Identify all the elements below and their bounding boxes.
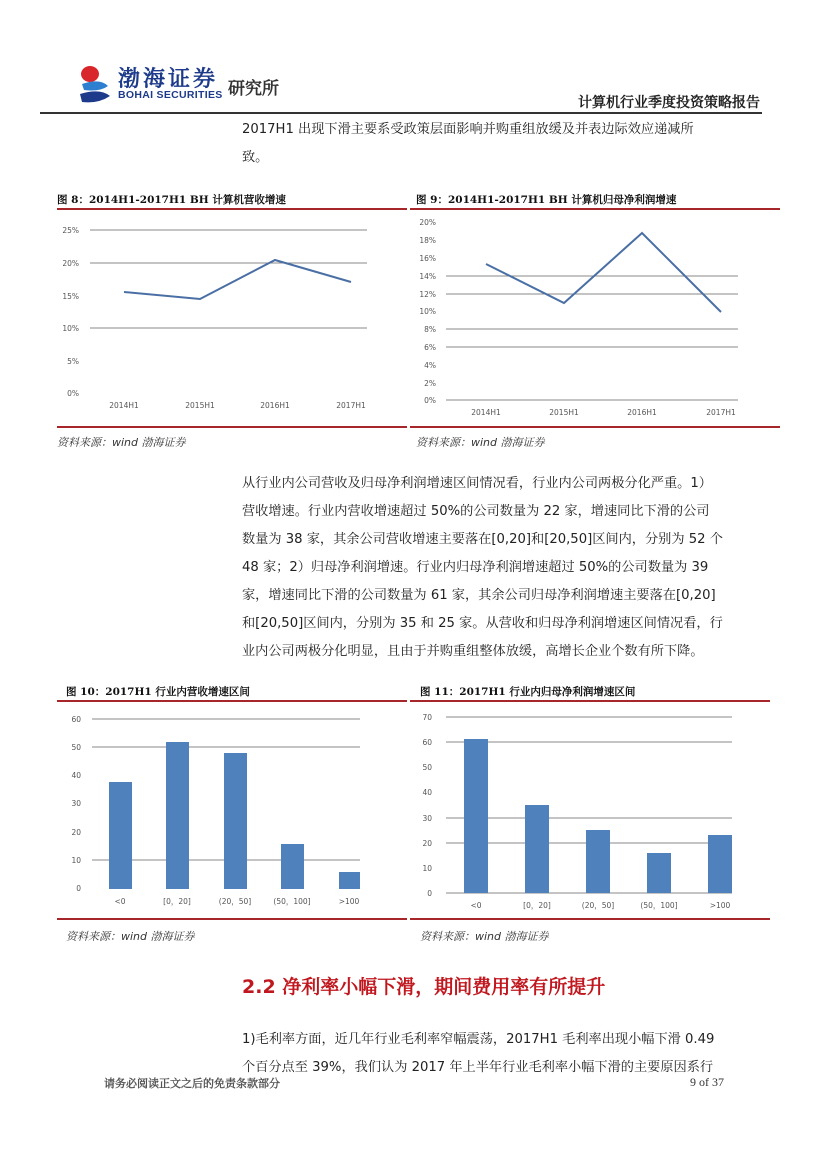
svg-text:60: 60 (422, 738, 432, 747)
svg-text:<0: <0 (114, 897, 126, 906)
svg-text:10%: 10% (62, 324, 79, 333)
figure-8-line-chart (57, 215, 407, 415)
svg-text:2014H1: 2014H1 (471, 408, 501, 417)
body-paragraph (242, 470, 754, 666)
svg-text:(50，100]: (50，100] (273, 897, 311, 906)
x-axis-labels (114, 897, 359, 907)
figure-11-top-rule (410, 700, 770, 702)
svg-text:2015H1: 2015H1 (549, 408, 579, 417)
body-line: 业内公司两极分化明显，且由于并购重组整体放缓，高增长企业个数有所下降。 (242, 644, 704, 659)
svg-text:>100: >100 (338, 897, 360, 906)
svg-text:(20，50]: (20，50] (581, 901, 615, 910)
svg-text:16%: 16% (419, 254, 436, 263)
svg-text:40: 40 (422, 788, 432, 797)
logo-english-name: BOHAI SECURITIES (118, 89, 223, 101)
x-axis-labels (470, 901, 730, 911)
y-axis-labels (62, 226, 79, 398)
x-axis-labels (109, 401, 366, 410)
figure-11-source: 资料来源：wind 渤海证券 (420, 930, 549, 943)
figure-10-bar-chart (57, 710, 407, 910)
svg-text:30: 30 (422, 814, 432, 823)
figure-9-top-rule (410, 208, 780, 210)
svg-text:>100: >100 (709, 901, 731, 910)
svg-text:2015H1: 2015H1 (185, 401, 215, 410)
section-line: 个百分点至 39%，我们认为 2017 年上半年行业毛利率小幅下滑的主要原因系行 (242, 1060, 714, 1075)
figure-11-title: 图 11：2017H1 行业内归母净利润增速区间 (420, 686, 636, 698)
y-axis-labels (419, 218, 436, 405)
logo-chinese-name: 渤海证券 (118, 66, 219, 92)
svg-text:5%: 5% (67, 357, 79, 366)
bars (109, 742, 360, 889)
svg-text:14%: 14% (419, 272, 436, 281)
x-axis-labels (471, 408, 736, 417)
footer-disclaimer: 请务必阅读正文之后的免责条款部分 (104, 1077, 280, 1090)
figure-9-bottom-rule (410, 426, 780, 428)
svg-text:2014H1: 2014H1 (109, 401, 139, 410)
figure-11-bottom-rule (410, 918, 770, 920)
svg-text:40: 40 (71, 771, 81, 780)
svg-text:0%: 0% (67, 389, 79, 398)
report-title: 计算机行业季度投资策略报告 (578, 95, 760, 111)
svg-text:20%: 20% (62, 259, 79, 268)
svg-text:[0，20]: [0，20] (163, 897, 191, 906)
figure-11-bar-chart (410, 708, 770, 913)
figure-10-source: 资料来源：wind 渤海证券 (66, 930, 195, 943)
figure-8-source: 资料来源：wind 渤海证券 (57, 436, 186, 449)
svg-text:50: 50 (422, 763, 432, 772)
figure-8-top-rule (57, 208, 407, 210)
body-line: 从行业内公司营收及归母净利润增速区间情况看，行业内公司两极分化严重。1） (242, 476, 712, 491)
svg-text:2016H1: 2016H1 (260, 401, 290, 410)
svg-text:60: 60 (71, 715, 81, 724)
svg-text:8%: 8% (424, 325, 436, 334)
body-line: 数量为 38 家，其余公司营收增速主要落在[0,20]和[20,50]区间内，分别为 52 个 (242, 532, 723, 547)
figure-9-title: 图 9：2014H1-2017H1 BH 计算机归母净利润增速 (416, 194, 677, 206)
figure-8-bottom-rule (57, 426, 407, 428)
svg-text:(20，50]: (20，50] (218, 897, 252, 906)
body-line: 营收增速。行业内营收增速超过 50%的公司数量为 22 家，增速同比下滑的公司 (242, 504, 710, 519)
svg-text:50: 50 (71, 743, 81, 752)
y-axis-labels (71, 715, 81, 893)
figure-10-bottom-rule (57, 918, 407, 920)
svg-text:2017H1: 2017H1 (336, 401, 366, 410)
body-line: 48 家；2）归母净利润增速。行业内归母净利润增速超过 50%的公司数量为 39 (242, 560, 709, 575)
intro-line: 2017H1 出现下滑主要系受政策层面影响并购重组放缓及并表边际效应递减所 (242, 122, 694, 137)
svg-text:0: 0 (427, 889, 432, 898)
svg-text:(50，100]: (50，100] (640, 901, 678, 910)
bars (464, 739, 732, 893)
figure-8-title: 图 8：2014H1-2017H1 BH 计算机营收增速 (57, 194, 286, 206)
intro-line: 致。 (242, 150, 269, 165)
company-logo (78, 62, 298, 106)
svg-text:18%: 18% (419, 236, 436, 245)
svg-text:0%: 0% (424, 396, 436, 405)
svg-text:2016H1: 2016H1 (627, 408, 657, 417)
body-line: 和[20,50]区间内，分别为 35 和 25 家。从营收和归母净利润增速区间情况看，行 (242, 616, 723, 631)
svg-text:4%: 4% (424, 361, 436, 370)
institute-label: 研究所 (228, 79, 279, 99)
svg-text:2017H1: 2017H1 (706, 408, 736, 417)
revenue-growth-series (124, 260, 351, 299)
svg-text:10: 10 (422, 864, 432, 873)
svg-text:30: 30 (71, 799, 81, 808)
net-profit-growth-series (486, 233, 721, 312)
svg-text:0: 0 (76, 884, 81, 893)
figure-10-top-rule (57, 700, 407, 702)
svg-text:12%: 12% (419, 290, 436, 299)
svg-text:20: 20 (71, 828, 81, 837)
svg-text:70: 70 (422, 713, 432, 722)
svg-text:20%: 20% (419, 218, 436, 227)
svg-text:10%: 10% (419, 307, 436, 316)
y-axis-labels (422, 713, 432, 898)
y-gridlines (90, 230, 367, 328)
svg-text:<0: <0 (470, 901, 482, 910)
page-number: 9 of 37 (690, 1075, 724, 1089)
svg-text:6%: 6% (424, 343, 436, 352)
section-heading: 2.2 净利率小幅下滑，期间费用率有所提升 (242, 976, 606, 998)
bohai-logo-icon (78, 64, 112, 104)
section-paragraph (242, 1026, 754, 1082)
svg-text:25%: 25% (62, 226, 79, 235)
figure-10-title: 图 10：2017H1 行业内营收增速区间 (66, 686, 250, 698)
header-divider (40, 112, 762, 114)
figure-9-source: 资料来源：wind 渤海证券 (416, 436, 545, 449)
svg-text:[0，20]: [0，20] (523, 901, 551, 910)
intro-paragraph (242, 116, 754, 172)
svg-text:10: 10 (71, 856, 81, 865)
svg-text:15%: 15% (62, 292, 79, 301)
y-gridlines (446, 276, 738, 400)
svg-text:20: 20 (422, 839, 432, 848)
svg-text:2%: 2% (424, 379, 436, 388)
body-line: 家，增速同比下滑的公司数量为 61 家，其余公司归母净利润增速主要落在[0,20] (242, 588, 716, 603)
figure-9-line-chart (410, 215, 780, 420)
section-line: 1)毛利率方面，近几年行业毛利率窄幅震荡，2017H1 毛利率出现小幅下滑 0.49 (242, 1032, 715, 1047)
